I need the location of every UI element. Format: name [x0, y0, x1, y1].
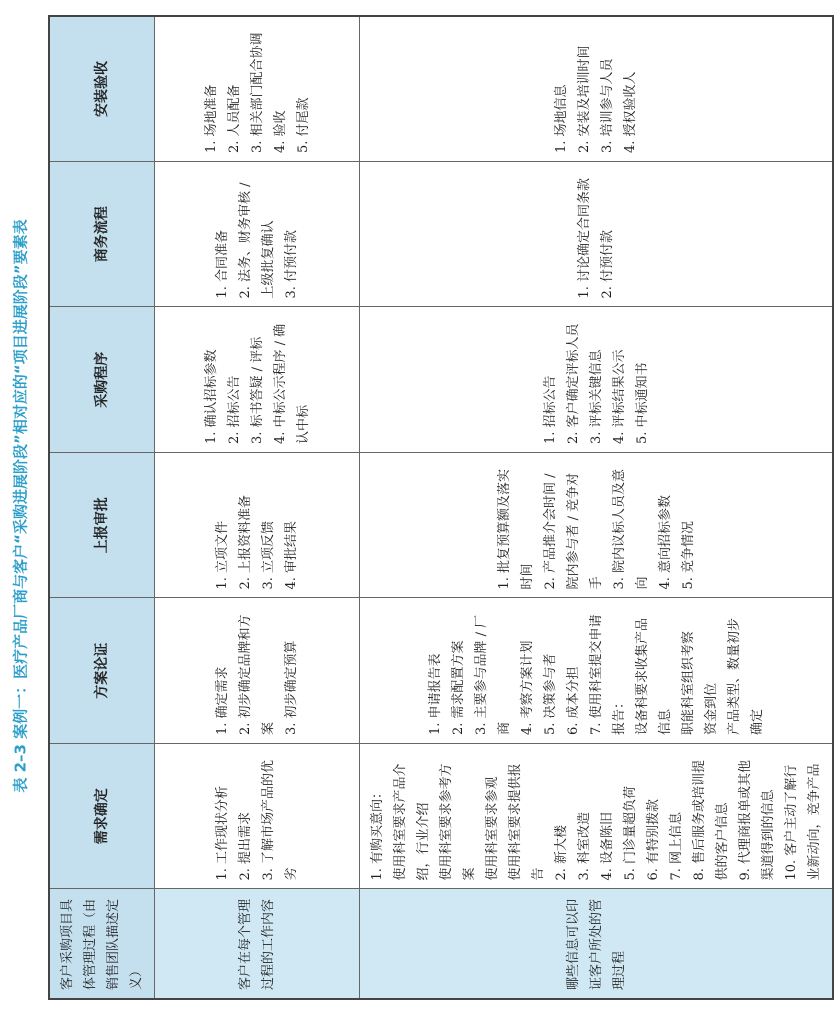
- cell-line: 6. 有特别拨款: [646, 798, 661, 881]
- cell-line: 1. 有购买意向：: [370, 785, 385, 881]
- cell-line: 1. 场地准备: [203, 84, 219, 153]
- cell-line: 2. 产品推介会时间 / 院内参与者 / 竞争对手: [542, 472, 604, 590]
- cell-line: 3. 相关部门配合协调: [249, 32, 265, 153]
- cell-line: 5. 决策参与者: [542, 653, 558, 735]
- content-cell: [360, 453, 834, 599]
- cell-line: 2. 招标公告: [226, 375, 242, 444]
- cell-line: 4. 考察方案计划: [519, 640, 535, 735]
- cell-line: 2. 安装及培训时间: [577, 45, 592, 153]
- header-cell: 采购程序: [49, 307, 155, 453]
- content-cell: [360, 744, 834, 890]
- content-cell: [360, 307, 834, 453]
- cell-line: 3. 了解市场产品的优劣: [261, 759, 299, 881]
- cell-line: 4. 审批结果: [284, 520, 299, 590]
- cell-line: 1. 工作现状分析: [215, 785, 230, 881]
- header-cell: 安装验收: [49, 16, 155, 162]
- cell-line: 5. 竞争情况: [680, 520, 696, 590]
- cell-line: 2. 上报资料准备: [238, 494, 253, 590]
- content-cell: [155, 598, 360, 744]
- content-cell: [155, 453, 360, 599]
- cell-line: 3. 立项反馈: [261, 520, 276, 590]
- cell-line: 1. 申请报告表: [427, 653, 443, 735]
- rotated-table-page: [48, 15, 822, 1000]
- cell-line: 4. 授权验收人: [623, 71, 638, 153]
- content-cell: [155, 16, 360, 162]
- row-label: 客户在每个管理过程的工作内容: [155, 889, 360, 999]
- cell-line: 1. 确定需求: [215, 666, 230, 735]
- header-cell: 上报审批: [49, 453, 155, 599]
- cell-line: 7. 使用科室提交申请报告：: [588, 614, 627, 735]
- cell-line: 4. 意向招标参数: [657, 494, 673, 590]
- cell-line: 3. 初步确定预算: [284, 640, 299, 735]
- cell-line: 1. 讨论确定合同条款: [577, 177, 592, 299]
- cell-line: 9. 代理商报单或其他渠道得到的信息: [738, 759, 776, 881]
- cell-line: 使用科室要求提供报告: [508, 763, 546, 881]
- cell-line: 6. 成本分担: [565, 666, 581, 735]
- cell-line: 4. 中标公示程序 / 确认中标: [272, 323, 311, 444]
- cell-line: 3. 院内议标人员及意向: [611, 468, 650, 590]
- cell-line: 1. 批复预算额及落实时间: [496, 468, 535, 590]
- cell-line: 10. 客户主动了解行业新动向，竞争产品: [784, 763, 822, 881]
- cell-line: 使用科室要求参考方案: [439, 763, 477, 881]
- cell-line: 3. 主要参与品牌 / 厂商: [473, 614, 512, 735]
- cell-line: 2. 需求配置方案: [450, 640, 466, 735]
- cell-line: 4. 验收: [272, 110, 288, 153]
- cell-line: 2. 法务、财务审核 / 上级批复确认: [238, 182, 276, 299]
- cell-line: 1. 合同准备: [215, 229, 230, 299]
- cell-line: 1. 场地信息: [554, 84, 569, 153]
- cell-line: 4. 评标结果公示: [611, 349, 627, 444]
- content-cell: [360, 598, 834, 744]
- cell-line: 2. 新大楼: [554, 824, 569, 881]
- cell-line: 使用科室要求参观: [485, 776, 500, 881]
- content-cell: [155, 307, 360, 453]
- cell-line: 1. 立项文件: [215, 520, 230, 590]
- cell-line: 使用科室要求产品介绍，行业介绍: [393, 763, 431, 881]
- header-cell: 商务流程: [49, 162, 155, 308]
- cell-line: 5. 中标通知书: [634, 362, 650, 444]
- table-caption-area: [0, 0, 40, 1013]
- cell-line: 2. 客户确定评标人员: [565, 323, 581, 444]
- cell-line: 1. 确认招标参数: [203, 349, 219, 444]
- cell-line: 3. 标书答疑 / 评标: [249, 336, 265, 444]
- cell-line: 1. 招标公告: [542, 375, 558, 444]
- table-caption: 表 2–3 案例一：医疗产品厂商与客户“采购进展阶段”相对应的“项目进展阶段”要素表: [11, 219, 30, 793]
- header-cell: 方案论证: [49, 598, 155, 744]
- content-cell: [360, 16, 834, 162]
- cell-line: 8. 售后服务或培训提供的客户信息: [692, 759, 730, 881]
- cell-line: 2. 人员配备: [226, 84, 242, 153]
- cell-line: 2. 提出需求: [238, 811, 253, 881]
- cell-line: 2. 初步确定品牌和方案: [238, 614, 276, 735]
- cell-line: 3. 培训参与人员: [600, 58, 615, 153]
- cell-line: 2. 付预付款: [600, 229, 615, 299]
- cell-line: 设备科要求收集产品信息: [634, 617, 673, 735]
- cell-line: 5. 付尾款: [295, 97, 311, 153]
- cell-line: 3. 付预付款: [284, 229, 299, 299]
- table-row: [155, 16, 360, 999]
- cell-line: 7. 网上信息: [669, 811, 684, 881]
- cell-line: 产品类型、数量初步确定: [726, 617, 765, 735]
- row-label: 哪些信息可以印证客户所处的管理过程: [360, 889, 834, 999]
- cell-line: 资金到位: [703, 682, 719, 735]
- cell-line: 4. 设备陈旧: [600, 811, 615, 881]
- stage-elements-table: [48, 15, 834, 1000]
- cell-line: 3. 科室改造: [577, 811, 592, 881]
- cell-line: 5. 门诊量超负荷: [623, 785, 638, 881]
- content-cell: [155, 744, 360, 890]
- content-cell: [155, 162, 360, 308]
- content-cell: [360, 162, 834, 308]
- cell-line: 3. 评标关键信息: [588, 349, 604, 444]
- table-row: [360, 16, 834, 999]
- corner-cell: 客户采购项目具体管理过程（由销售团队描述定义）: [49, 889, 155, 999]
- table-header-row: [49, 16, 155, 999]
- header-cell: 需求确定: [49, 744, 155, 890]
- cell-line: 职能科室组织考察: [680, 630, 696, 735]
